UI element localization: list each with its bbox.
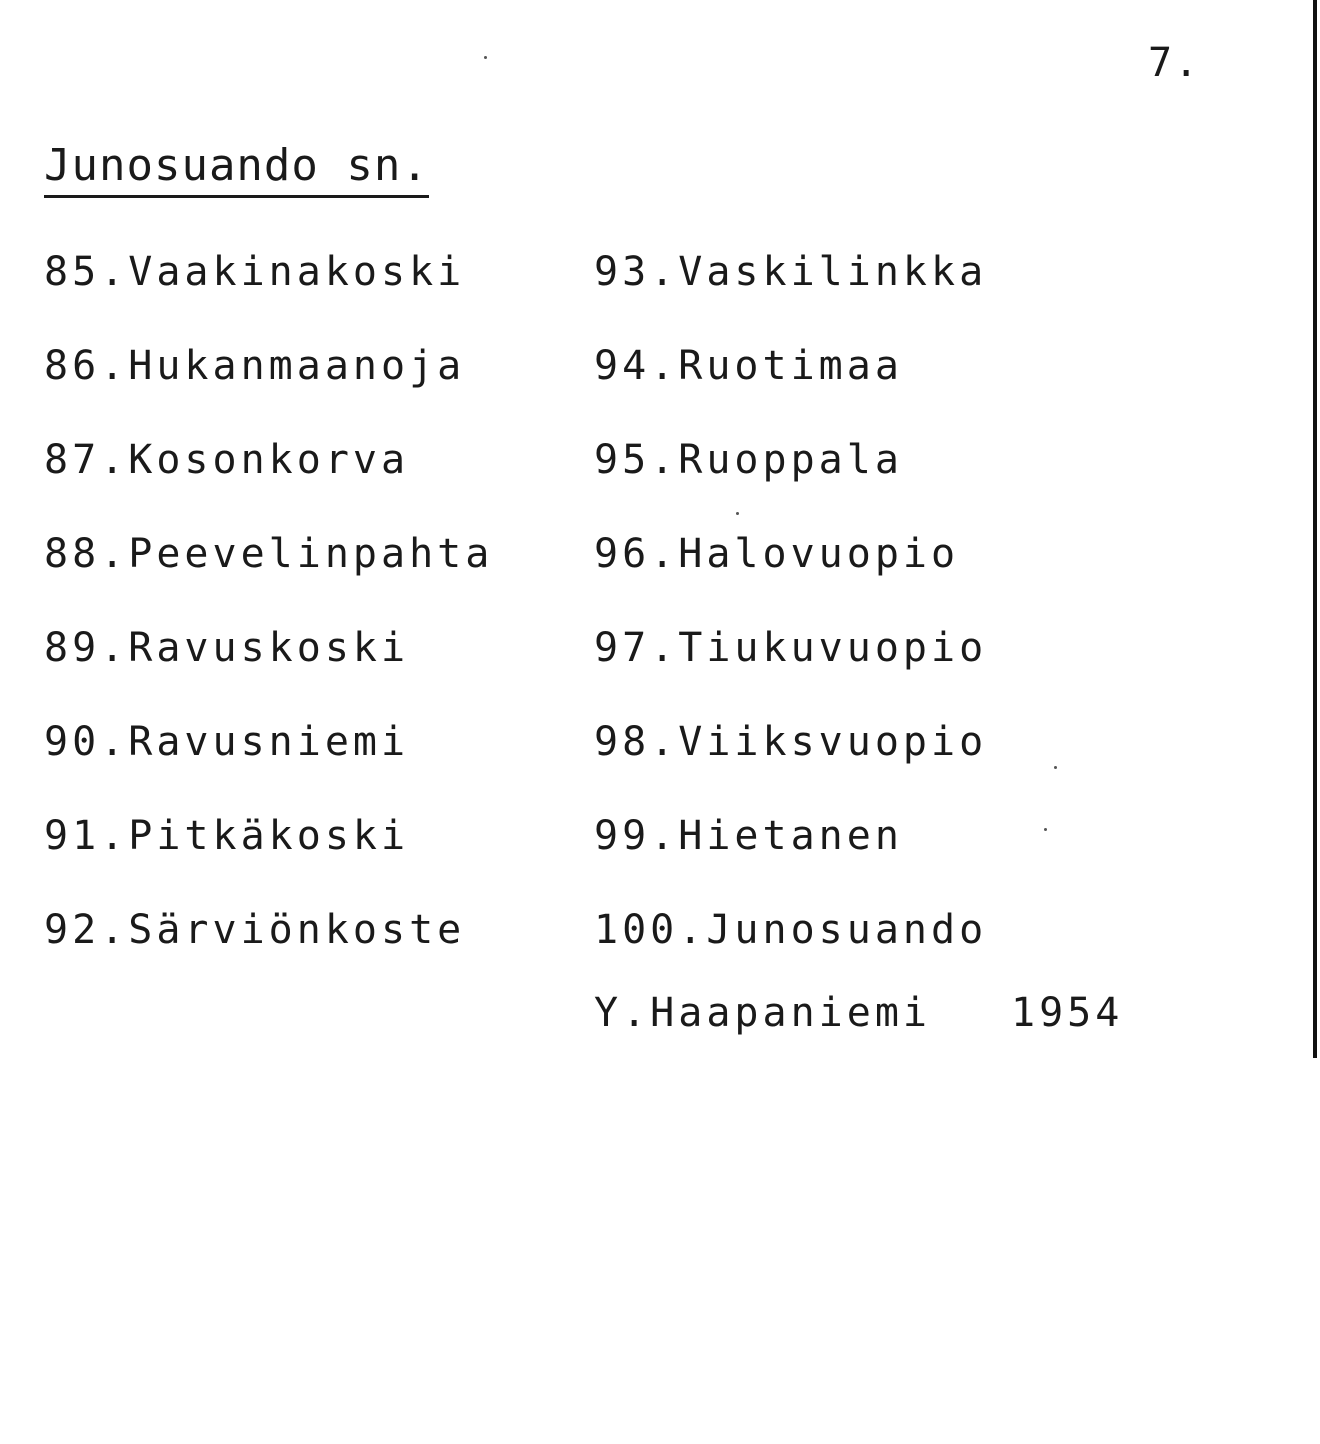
place-list-right	[594, 240, 987, 992]
list-item: 88.Peevelinpahta	[44, 531, 494, 577]
signature-year: 1954	[1010, 990, 1124, 1036]
list-item: 87.Kosonkorva	[44, 437, 410, 483]
scan-speck	[736, 512, 739, 515]
list-item: 95.Ruoppala	[594, 437, 903, 483]
list-item: 85.Vaakinakoski	[44, 249, 466, 295]
scan-speck	[1044, 828, 1047, 831]
page-edge-line	[1313, 0, 1317, 1058]
list-item: 100.Junosuando	[594, 907, 988, 953]
list-item: 96.Halovuopio	[594, 531, 960, 577]
list-item: 94.Ruotimaa	[594, 343, 903, 389]
list-item: 86.Hukanmaanoja	[44, 343, 466, 389]
list-item: 93.Vaskilinkka	[594, 249, 988, 295]
list-item: 89.Ravuskoski	[44, 625, 410, 671]
list-item: 98.Viiksvuopio	[594, 719, 988, 765]
scan-speck	[484, 56, 487, 59]
author-name: Y.Haapaniemi	[594, 990, 931, 1036]
list-item: 91.Pitkäkoski	[44, 813, 410, 859]
signature-line	[594, 990, 1123, 1036]
page-number: 7.	[1148, 40, 1201, 86]
list-item: 92.Särviönkoste	[44, 907, 466, 953]
list-item: 90.Ravusniemi	[44, 719, 410, 765]
page-heading: Junosuando sn.	[44, 140, 429, 198]
scan-speck	[1054, 766, 1057, 769]
list-item: 99.Hietanen	[594, 813, 903, 859]
place-list-left	[44, 240, 493, 992]
list-item: 97.Tiukuvuopio	[594, 625, 988, 671]
